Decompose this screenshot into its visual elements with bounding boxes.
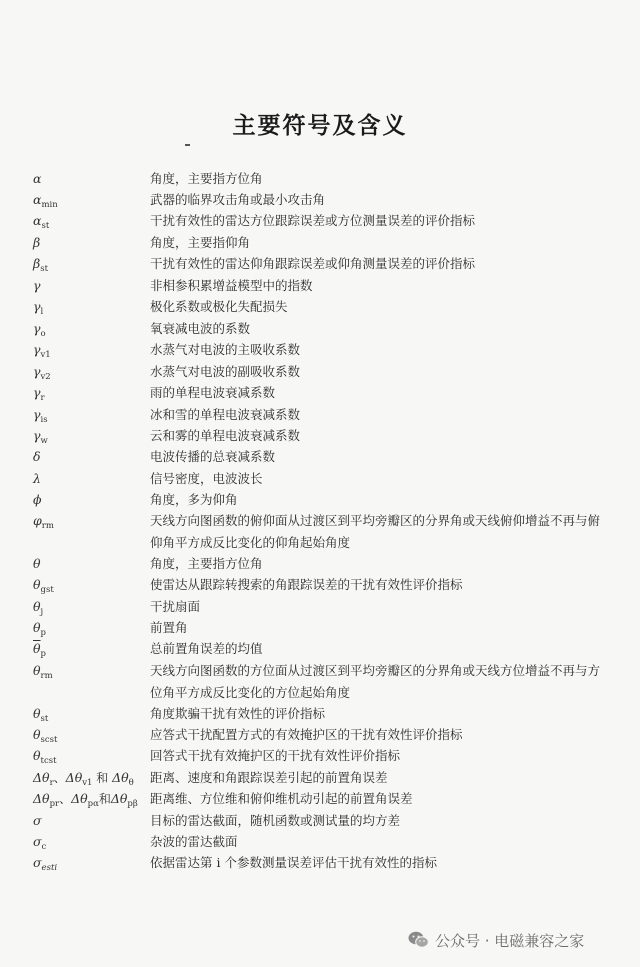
definition: 信号密度，电波波长 (150, 471, 263, 486)
symbol: σ (33, 813, 42, 828)
definition: 角度，多为仰角 (150, 492, 238, 507)
symbol: θ (33, 556, 41, 571)
symbol: δ (33, 449, 41, 464)
definition: 杂波的雷达截面 (150, 834, 238, 849)
definition: 水蒸气对电波的主吸收系数 (150, 342, 301, 357)
symbol: $\alpha_{min}$ (33, 192, 58, 210)
symbol: $\gamma_{v1}$ (33, 342, 51, 360)
wechat-icon (408, 931, 429, 949)
definition: 依据雷达第 i 个参数测量误差评估干扰有效性的指标 (150, 855, 437, 870)
symbol: $\Delta\theta_r$、$\Delta\theta_{v1}$ 和 $\Delta\theta_\theta$ (33, 770, 134, 788)
definition: 角度，主要指方位角 (150, 171, 263, 186)
definition: 角度，主要指仰角 (150, 235, 251, 250)
symbol: $\varphi_{rm}$ (33, 513, 54, 531)
symbol: $\theta_{st}$ (33, 706, 49, 724)
definition: 干扰扇面 (150, 599, 201, 614)
symbol: $\beta_{st}$ (33, 256, 49, 274)
definition: 水蒸气对电波的副吸收系数 (150, 364, 301, 379)
definition: 氧衰减电波的系数 (150, 321, 251, 336)
symbol: β (33, 235, 41, 250)
definition: 总前置角误差的均值 (150, 641, 263, 656)
symbol: $\gamma_{v2}$ (33, 364, 51, 382)
symbol: $\theta_{rm}$ (33, 663, 53, 681)
symbol: $\Delta\theta_{pr}$、$\Delta\theta_{p\alpha}$和$\Delta\theta_{p\beta}$ (33, 791, 138, 809)
definition: 前置角 (150, 620, 188, 635)
definition: 天线方向图函数的方位面从过渡区到平均旁瓣区的分界角或天线方位增益不再与方位角平方成反比变化的方位起始角度 (150, 663, 601, 700)
symbol: α (33, 171, 42, 186)
definition: 距离维、方位维和俯仰维机动引起的前置角误差 (150, 791, 413, 806)
definition: 雨的单程电波衰减系数 (150, 385, 276, 400)
definition: 目标的雷达截面，随机函数或测试量的均方差 (150, 813, 401, 828)
definition: 干扰有效性的雷达方位跟踪误差或方位测量误差的评价指标 (150, 213, 476, 228)
definition: 非相参积累增益模型中的指数 (150, 278, 313, 293)
symbol: $\theta_{tcst}$ (33, 748, 57, 766)
symbol: $\theta_p$ (33, 620, 46, 638)
definition: 冰和雪的单程电波衰减系数 (150, 407, 301, 422)
symbol: $\gamma_o$ (33, 321, 46, 339)
symbol: $\theta_{gst}$ (33, 577, 54, 595)
symbol: $\gamma_w$ (33, 428, 48, 446)
definition: 角度，主要指方位角 (150, 556, 263, 571)
definition: 应答式干扰配置方式的有效掩护区的干扰有效性评价指标 (150, 727, 463, 742)
definition: 极化系数或极化失配损失 (150, 299, 288, 314)
definition: 云和雾的单程电波衰减系数 (150, 428, 301, 443)
symbol: $\gamma_l$ (33, 299, 44, 317)
definition: 干扰有效性的雷达仰角跟踪误差或仰角测量误差的评价指标 (150, 256, 476, 271)
symbol: $\sigma_c$ (33, 834, 47, 852)
symbol: $\alpha_{st}$ (33, 213, 50, 231)
definition: 武器的临界攻击角或最小攻击角 (150, 192, 326, 207)
symbol: $\gamma_{is}$ (33, 407, 48, 425)
watermark-text: 公众号 · 电磁兼容之家 (435, 931, 585, 950)
watermark (408, 929, 630, 951)
symbol: ϕ (33, 492, 42, 507)
symbol: $\theta_j$ (33, 599, 44, 617)
definition: 回答式干扰有效掩护区的干扰有效性评价指标 (150, 748, 401, 763)
definition: 角度欺骗干扰有效性的评价指标 (150, 706, 326, 721)
symbol: $\overline{\theta}_p$ (33, 641, 46, 659)
symbol: $\sigma_{esti}$ (33, 855, 58, 873)
symbol: λ (33, 471, 41, 486)
definition: 天线方向图函数的俯仰面从过渡区到平均旁瓣区的分界角或天线俯仰增益不再与俯仰角平方成反比变化的仰角起始角度 (150, 513, 601, 550)
symbol: $\theta_{scst}$ (33, 727, 58, 745)
symbol: $\gamma_r$ (33, 385, 45, 403)
definition: 使雷达从跟踪转搜索的角跟踪误差的干扰有效性评价指标 (150, 577, 463, 592)
definition: 距离、速度和角跟踪误差引起的前置角误差 (150, 770, 388, 785)
definition: 电波传播的总衰减系数 (150, 449, 276, 464)
symbol: γ (33, 278, 41, 293)
page-title: 主要符号及含义 (232, 112, 408, 139)
